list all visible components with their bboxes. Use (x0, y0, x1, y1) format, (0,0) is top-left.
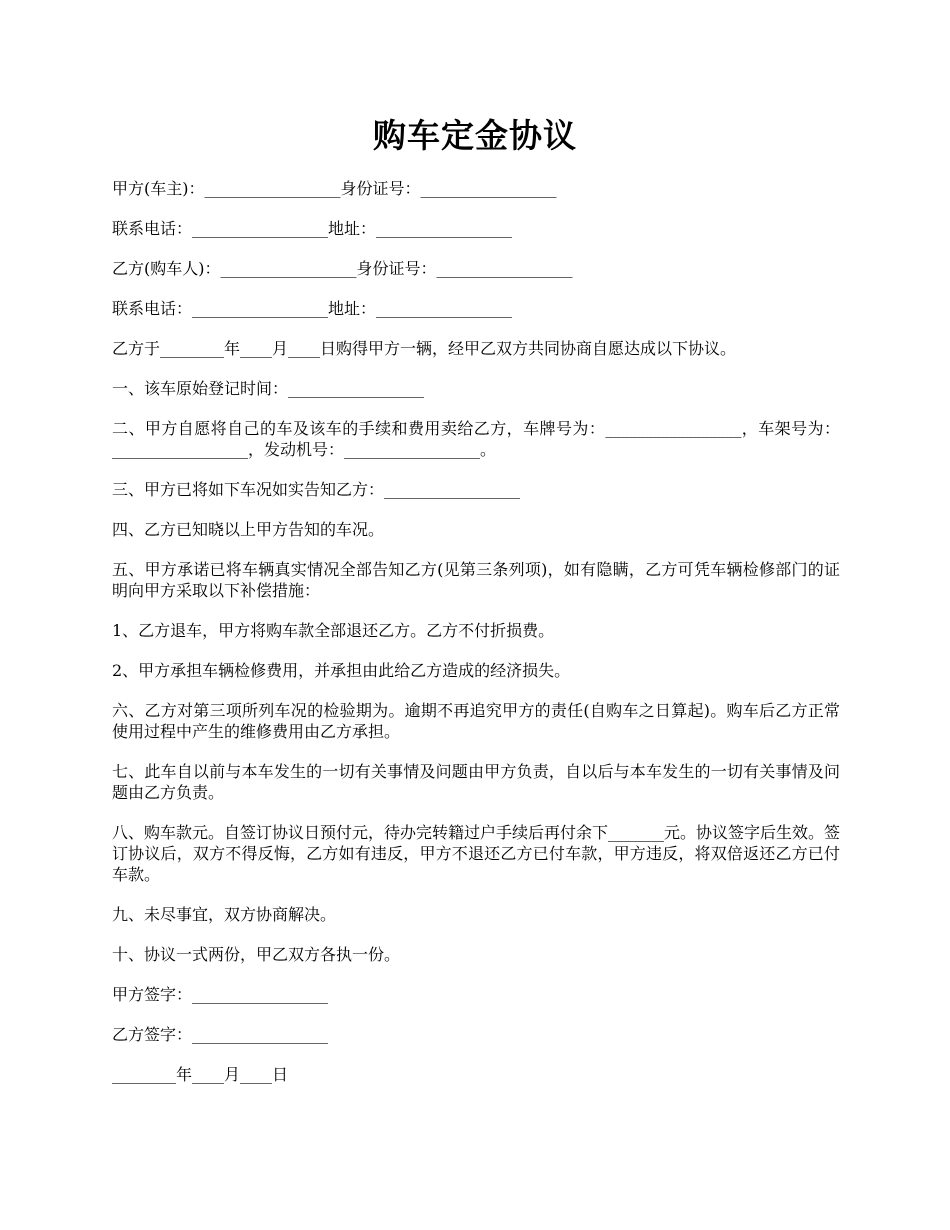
clause-5: 五、甲方承诺已将车辆真实情况全部告知乙方(见第三条列项)，如有隐瞒，乙方可凭车辆检修部门的证明向甲方采取以下补偿措施： (112, 560, 840, 600)
clause-3: 三、甲方已将如下车况如实告知乙方：_________________ (112, 480, 521, 499)
document-body (112, 178, 840, 1104)
clause-4: 四、乙方已知晓以上甲方告知的车况。 (112, 520, 385, 539)
clause-6: 六、乙方对第三项所列车况的检验期为。逾期不再追究甲方的责任(自购车之日算起)。购车后乙方正常使用过程中产生的维修费用由乙方承担。 (112, 701, 840, 741)
clause-2: 二、甲方自愿将自己的车及该车的手续和费用卖给乙方，车牌号为：_________________，车架号为：_________________，发动机号：_________________。 (112, 419, 840, 459)
clause-8: 八、购车款元。自签订协议日预付元，待办完转籍过户手续后再付余下_______元。协议签字后生效。签订协议后，双方不得反悔，乙方如有违反，甲方不退还乙方已付车款，甲方违反，将双倍返还乙方已付车款。 (112, 823, 841, 884)
party-a-owner-line: 甲方(车主)：_________________身份证号：_________________ (112, 179, 557, 198)
party-a-contact-line: 联系电话：_________________地址：_________________ (112, 219, 513, 238)
clause-9: 九、未尽事宜，双方协商解决。 (112, 905, 337, 924)
purchase-date-paragraph: 乙方于________年____月____日购得甲方一辆，经甲乙双方共同协商自愿达成以下协议。 (112, 339, 737, 358)
clause-10: 十、协议一式两份，甲乙双方各执一份。 (112, 945, 401, 964)
party-b-contact-line: 联系电话：_________________地址：_________________ (112, 299, 513, 318)
clause-5-item-1: 1、乙方退车，甲方将购车款全部退还乙方。乙方不付折损费。 (112, 621, 555, 640)
party-b-buyer-line: 乙方(购车人)：_________________身份证号：_________________ (112, 259, 573, 278)
party-b-signature-line: 乙方签字：_________________ (112, 1025, 329, 1044)
party-a-signature-line: 甲方签字：_________________ (112, 985, 329, 1004)
document-title: 购车定金协议 (373, 116, 577, 155)
signing-date-line: ________年____月____日 (112, 1065, 289, 1084)
clause-7: 七、此车自以前与本车发生的一切有关事情及问题由甲方负责，自以后与本车发生的一切有关事情及问题由乙方负责。 (112, 762, 840, 802)
clause-5-item-2: 2、甲方承担车辆检修费用，并承担由此给乙方造成的经济损失。 (112, 661, 571, 680)
clause-1: 一、该车原始登记时间：_________________ (112, 379, 425, 398)
